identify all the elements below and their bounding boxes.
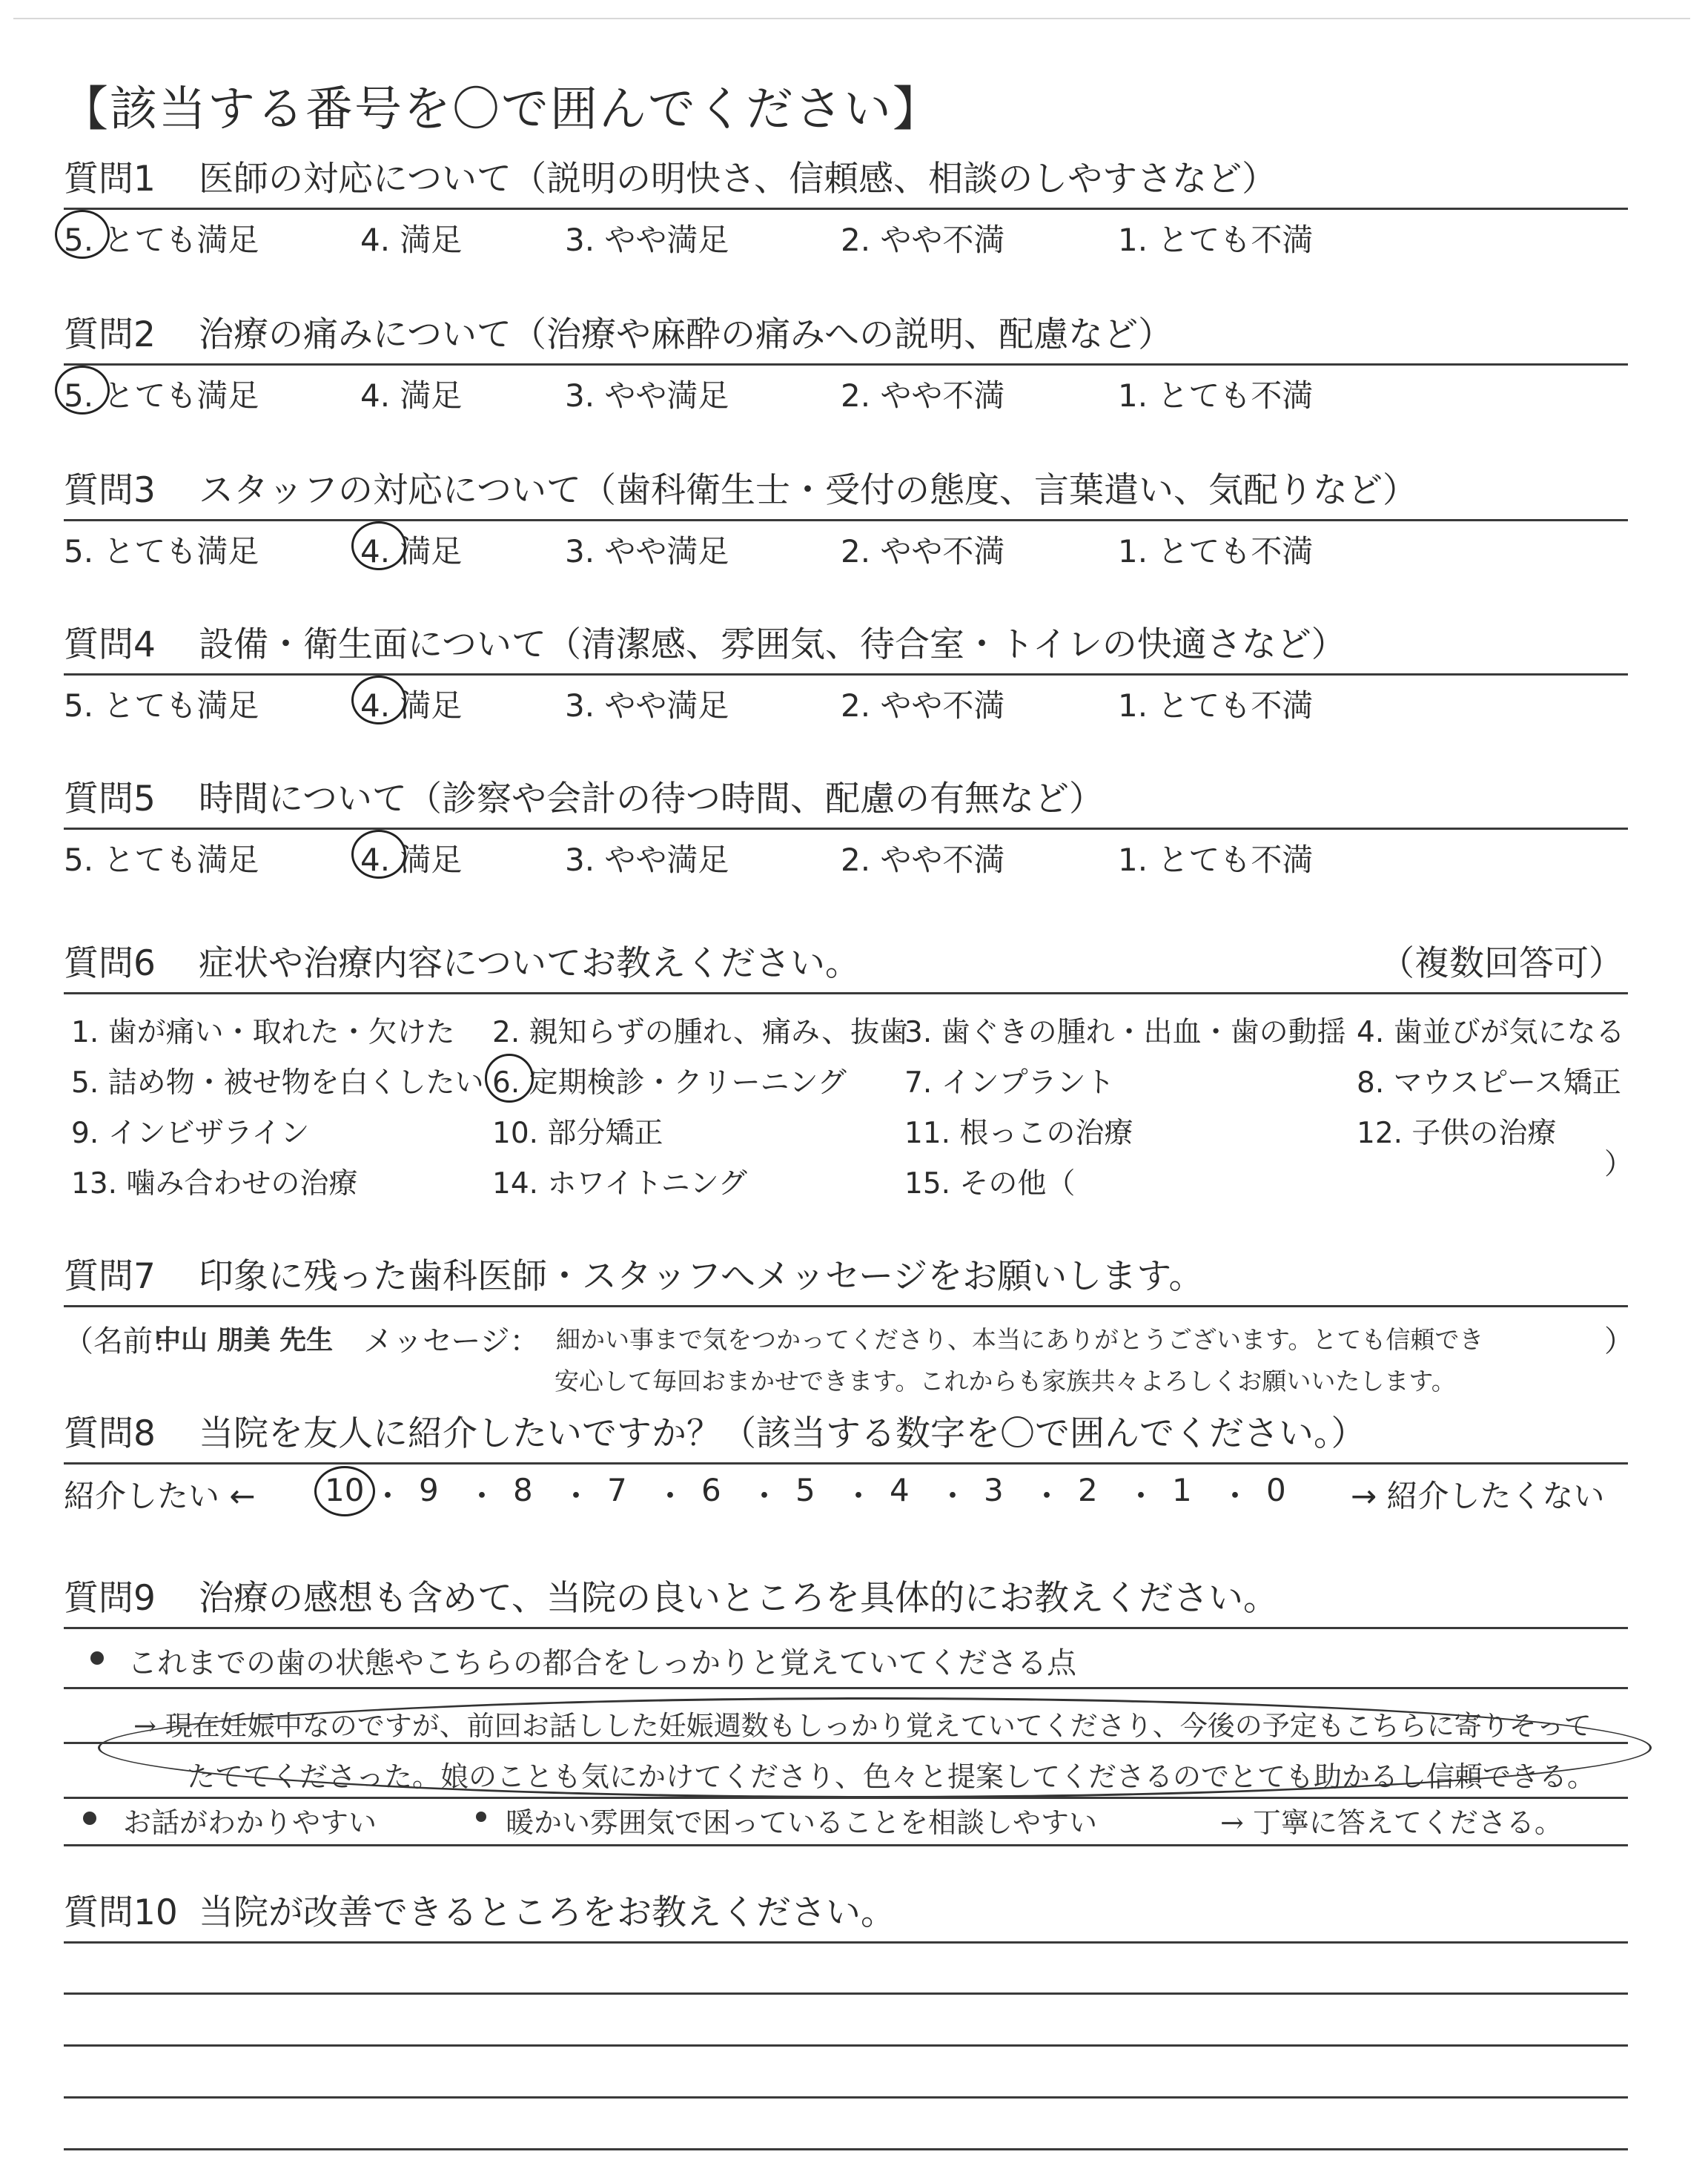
scale-left-label: 紹介したい ←	[64, 1478, 256, 1514]
question-1	[64, 156, 1628, 258]
answer-line-4a: お話がわかりやすい	[123, 1806, 377, 1839]
selected-circle-mark	[351, 676, 406, 724]
question-number: 質問4	[64, 624, 156, 665]
scale-value[interactable]: 9	[419, 1472, 439, 1508]
scale-value[interactable]: 2	[1078, 1472, 1098, 1508]
symptom-options	[64, 994, 1634, 1209]
scale-value[interactable]: 5	[795, 1472, 815, 1508]
question-9	[64, 1575, 1628, 1852]
other-close-paren: ）	[1604, 1148, 1634, 1181]
rating-option[interactable]: 3. やや満足	[565, 222, 729, 258]
page-heading: 【該当する番号を〇で囲んでください】	[61, 82, 941, 137]
rating-option[interactable]: 1. とても不満	[1118, 842, 1314, 878]
scale-value[interactable]: 0	[1266, 1472, 1286, 1508]
rating-option[interactable]: 4. 満足	[360, 533, 463, 569]
bullet-icon	[476, 1812, 486, 1822]
rating-option[interactable]: 4. 満足	[360, 377, 463, 414]
selected-circle-mark	[314, 1466, 375, 1516]
question-text: 設備・衛生面について（清潔感、雰囲気、待合室・トイレの快適さなど）	[199, 624, 1346, 665]
question-number: 質問9	[64, 1578, 156, 1619]
symptom-option[interactable]: 14. ホワイトニング	[492, 1167, 747, 1201]
rating-option[interactable]: 3. やや満足	[565, 377, 729, 414]
question-text: 症状や治療内容についてお教えください。	[199, 943, 861, 984]
question-3	[64, 467, 1628, 569]
question-text: 治療の感想も含めて、当院の良いところを具体的にお教えください。	[199, 1578, 1279, 1619]
scale-value[interactable]: 7	[607, 1472, 627, 1508]
scale-separator: ・	[655, 1478, 686, 1514]
question-5	[64, 776, 1628, 878]
answer-line-1: これまでの歯の状態やこちらの都合をしっかりと覚えていてくださる点	[128, 1646, 1076, 1680]
question-number: 質問1	[64, 159, 156, 199]
rating-options	[64, 366, 1628, 414]
rating-options	[64, 676, 1628, 724]
question-number: 質問8	[64, 1413, 156, 1454]
scale-separator: ・	[1031, 1478, 1063, 1514]
rating-option[interactable]: 1. とても不満	[1118, 222, 1314, 258]
message-label: メッセージ：	[363, 1324, 540, 1358]
question-number: 質問10	[64, 1892, 178, 1933]
question-text: 印象に残った歯科医師・スタッフへメッセージをお願いします。	[199, 1256, 1204, 1297]
symptom-option[interactable]: 4. 歯並びが気になる	[1357, 1016, 1625, 1049]
scale-separator: ・	[466, 1478, 498, 1514]
symptom-option[interactable]: 8. マウスピース矯正	[1357, 1066, 1621, 1100]
question-number: 質問2	[64, 314, 156, 355]
selected-circle-mark	[485, 1054, 534, 1103]
symptom-option[interactable]: 2. 親知らずの腫れ、痛み、抜歯	[492, 1016, 909, 1049]
answer-rule	[64, 1742, 1628, 1744]
scale-value[interactable]: 8	[513, 1472, 533, 1508]
name-label: （名前：	[64, 1324, 182, 1358]
answer-line-3: たててくださった。娘のことも気にかけてくださり、色々と提案してくださるのでとても助かるし信頼できる。	[187, 1760, 1596, 1793]
scale-value[interactable]: 6	[701, 1472, 721, 1508]
question-8	[64, 1410, 1628, 1516]
message-line-1: 細かい事まで気をつかってくださり、本当にありがとうございます。とても信頼でき	[556, 1325, 1484, 1354]
rating-option[interactable]: 1. とても不満	[1118, 533, 1314, 569]
selected-circle-mark	[351, 830, 406, 879]
symptom-option[interactable]: 3. 歯ぐきの腫れ・出血・歯の動揺	[904, 1016, 1346, 1049]
rating-option[interactable]: 5. とても満足	[64, 377, 259, 414]
symptom-option[interactable]: 13. 噛み合わせの治療	[71, 1167, 358, 1201]
question-text: 治療の痛みについて（治療や麻酔の痛みへの説明、配慮など）	[199, 314, 1174, 355]
rating-option[interactable]: 1. とても不満	[1118, 687, 1314, 724]
bullet-icon	[83, 1812, 96, 1825]
answer-rule	[64, 1797, 1628, 1799]
symptom-option[interactable]: 10. 部分矯正	[492, 1117, 663, 1150]
message-line-2: 安心して毎回おまかせできます。これからも家族共々よろしくお願いいたします。	[555, 1367, 1456, 1396]
answer-line-4b: 暖かい雰囲気で困っていることを相談しやすい	[506, 1806, 1098, 1839]
scale-separator: ・	[1125, 1478, 1157, 1514]
symptom-option[interactable]: 5. 詰め物・被せ物を白くしたい	[71, 1066, 484, 1100]
answer-rule	[64, 2096, 1628, 2099]
question-10	[64, 1889, 1628, 2166]
symptom-option[interactable]: 11. 根っこの治療	[904, 1117, 1133, 1150]
rating-options	[64, 830, 1628, 878]
question-7	[64, 1253, 1634, 1396]
rating-option[interactable]: 2. やや不満	[841, 533, 1005, 569]
rating-option[interactable]: 3. やや満足	[565, 687, 729, 724]
question-text: スタッフの対応について（歯科衛生士・受付の態度、言葉遣い、気配りなど）	[199, 470, 1418, 511]
symptom-option[interactable]: 1. 歯が痛い・取れた・欠けた	[71, 1016, 455, 1049]
answer-rule	[64, 1844, 1628, 1846]
scale-separator: ・	[372, 1478, 404, 1514]
answer-rule	[64, 1992, 1628, 1995]
question-4	[64, 621, 1628, 724]
recommend-scale	[64, 1465, 1628, 1516]
selected-circle-mark	[55, 210, 110, 259]
rating-options	[64, 521, 1628, 569]
rating-option[interactable]: 5. とても満足	[64, 687, 259, 724]
answer-area	[64, 1944, 1628, 2166]
bullet-icon	[90, 1651, 104, 1665]
scale-value[interactable]: 4	[890, 1472, 910, 1508]
rating-option[interactable]: 2. やや不満	[841, 377, 1005, 414]
rating-option[interactable]: 2. やや不満	[841, 687, 1005, 724]
question-2	[64, 311, 1628, 414]
rating-option[interactable]: 4. 満足	[360, 842, 463, 878]
message-close-paren: ）	[1604, 1324, 1634, 1358]
rating-option[interactable]: 3. やや満足	[565, 533, 729, 569]
rating-option[interactable]: 1. とても不満	[1118, 377, 1314, 414]
rating-options	[64, 210, 1628, 258]
symptom-option[interactable]: 12. 子供の治療	[1357, 1117, 1557, 1150]
scale-separator: ・	[843, 1478, 875, 1514]
selected-circle-mark	[55, 366, 110, 415]
scale-separator: ・	[937, 1478, 969, 1514]
question-text: 当院が改善できるところをお教えください。	[199, 1892, 896, 1933]
answer-rule	[64, 1687, 1628, 1689]
answer-rule	[64, 2148, 1628, 2150]
question-6	[64, 940, 1634, 1209]
message-area	[64, 1307, 1634, 1396]
symptom-option[interactable]: 15. その他（	[904, 1167, 1076, 1201]
scale-separator: ・	[560, 1478, 592, 1514]
question-text: 時間について（診察や会計の待つ時間、配慮の有無など）	[199, 779, 1105, 819]
scale-value[interactable]: 10	[325, 1472, 365, 1508]
question-number: 質問5	[64, 779, 156, 819]
scale-right-label: → 紹介したくない	[1351, 1478, 1605, 1514]
rating-option[interactable]: 5. とても満足	[64, 222, 259, 258]
answer-line-2: → 現在妊娠中なのですが、前回お話しした妊娠週数もしっかり覚えていてくださり、今後の予定もこちらに寄りそって	[133, 1710, 1592, 1742]
scale-separator: ・	[1219, 1478, 1251, 1514]
question-text: 医師の対応について（説明の明快さ、信頼感、相談のしやすさなど）	[199, 159, 1277, 199]
name-value: 中山 朋美 先生	[154, 1324, 334, 1356]
top-border	[13, 18, 1690, 19]
symptom-option[interactable]: 9. インビザライン	[71, 1117, 310, 1150]
answer-area	[64, 1629, 1628, 1852]
multiple-answer-note: （複数回答可）	[1380, 943, 1623, 984]
answer-line-4c: → 丁寧に答えてくださる。	[1220, 1806, 1563, 1839]
rating-option[interactable]: 5. とても満足	[64, 533, 259, 569]
symptom-option[interactable]: 6. 定期検診・クリーニング	[492, 1066, 847, 1100]
rating-option[interactable]: 2. やや不満	[841, 222, 1005, 258]
question-text: 当院を友人に紹介したいですか？（該当する数字を〇で囲んでください。）	[199, 1413, 1366, 1454]
rating-option[interactable]: 4. 満足	[360, 222, 463, 258]
rating-option[interactable]: 3. やや満足	[565, 842, 729, 878]
scale-value[interactable]: 3	[984, 1472, 1004, 1508]
rating-option[interactable]: 5. とても満足	[64, 842, 259, 878]
question-number: 質問6	[64, 943, 156, 984]
answer-rule	[64, 2044, 1628, 2047]
rating-option[interactable]: 2. やや不満	[841, 842, 1005, 878]
rating-option[interactable]: 4. 満足	[360, 687, 463, 724]
scale-value[interactable]: 1	[1172, 1472, 1192, 1508]
selected-circle-mark	[351, 521, 406, 570]
question-number: 質問7	[64, 1256, 156, 1297]
scale-separator: ・	[749, 1478, 781, 1514]
question-number: 質問3	[64, 470, 156, 511]
symptom-option[interactable]: 7. インプラント	[904, 1066, 1115, 1100]
